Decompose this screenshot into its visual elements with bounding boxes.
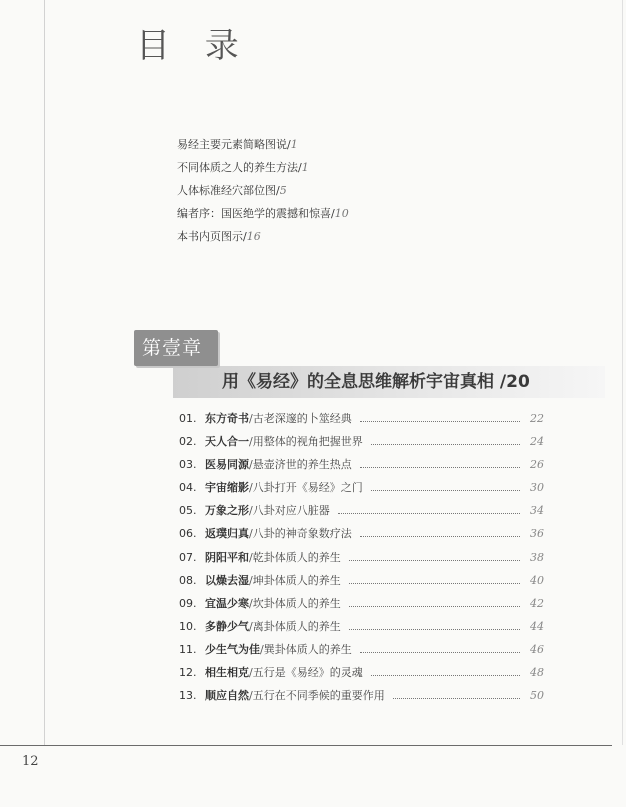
dot-leader (393, 698, 520, 699)
front-matter-item[interactable] (177, 133, 349, 156)
toc-entry-description: 乾卦体质人的养生 (252, 550, 341, 564)
toc-entry-description: 巽卦体质人的养生 (263, 642, 352, 656)
toc-entry-description: 坤卦体质人的养生 (252, 573, 341, 587)
separator: / (249, 689, 253, 703)
toc-entry-description: 用整体的视角把握世界 (252, 435, 363, 449)
dot-leader (360, 467, 520, 468)
toc-entry-description: 八卦的神奇象数疗法 (252, 527, 352, 541)
toc-entry[interactable] (179, 479, 544, 502)
toc-entry-keyword: 少生气为佳 (205, 642, 260, 656)
toc-entry-keyword: 宜温少寒 (205, 596, 249, 610)
toc-entry-page: 42 (530, 596, 544, 610)
toc-entry-description: 古老深邃的卜筮经典 (252, 412, 352, 425)
page-number: 12 (22, 754, 39, 769)
separator: / (249, 619, 253, 633)
separator: / (249, 504, 253, 518)
toc-entry[interactable] (179, 433, 544, 456)
front-matter-page: 5 (279, 184, 287, 197)
front-matter-item[interactable] (177, 225, 349, 248)
toc-entry-number: 08. (179, 573, 197, 587)
separator: / (260, 642, 264, 656)
separator: / (249, 481, 253, 495)
toc-entry-keyword: 万象之形 (205, 504, 249, 518)
toc-entry-keyword: 宇宙缩影 (205, 481, 249, 495)
toc-entry-description: 坎卦体质人的养生 (252, 596, 341, 610)
page-edge-line (622, 0, 623, 745)
dot-leader (349, 629, 520, 630)
front-matter-page: 10 (334, 207, 349, 220)
toc-entry-number: 12. (179, 666, 197, 680)
toc-entry[interactable] (179, 572, 544, 595)
toc-entry-page: 40 (530, 573, 544, 587)
toc-entry-number: 10. (179, 619, 197, 633)
toc-entry-page: 46 (530, 642, 544, 656)
toc-entry-keyword: 以燥去湿 (205, 573, 249, 587)
toc-entry-page: 48 (530, 666, 544, 680)
dot-leader (371, 675, 520, 676)
toc-entry[interactable] (179, 410, 544, 433)
chapter-badge: 第壹章 (134, 330, 218, 366)
dot-leader (349, 560, 520, 561)
toc-entry-keyword: 天人合一 (205, 435, 249, 449)
separator: / (249, 596, 253, 610)
chapter-title[interactable]: 用《易经》的全息思维解析宇宙真相 /20 (222, 372, 530, 392)
toc-entry[interactable] (179, 687, 544, 710)
dot-leader (360, 536, 520, 537)
toc-entry[interactable] (179, 502, 544, 525)
front-matter-page: 1 (301, 161, 309, 174)
toc-entry-keyword: 多静少气 (205, 619, 249, 633)
dot-leader (349, 583, 520, 584)
toc-entry[interactable] (179, 595, 544, 618)
toc-entry-keyword: 返璞归真 (205, 527, 249, 541)
toc-entry-page: 50 (530, 689, 544, 703)
toc-entry-number: 13. (179, 689, 197, 703)
separator: / (249, 435, 253, 449)
front-matter-item[interactable] (177, 156, 349, 179)
front-matter-text: 编者序：国医绝学的震撼和惊喜 (177, 207, 331, 220)
toc-entry-keyword: 东方奇书 (205, 412, 249, 425)
dot-leader (360, 652, 520, 653)
toc-entry-number: 06. (179, 527, 197, 541)
toc-entry-number: 05. (179, 504, 197, 518)
front-matter-page: 1 (290, 138, 298, 151)
toc-entry[interactable] (179, 641, 544, 664)
toc-entry-number: 04. (179, 481, 197, 495)
toc-entry-description: 八卦打开《易经》之门 (252, 481, 363, 495)
separator: / (249, 550, 253, 564)
separator: / (249, 527, 253, 541)
separator: / (287, 138, 291, 151)
toc-entry-page: 36 (530, 527, 544, 541)
toc-entry-number: 07. (179, 550, 197, 564)
front-matter-text: 本书内页图示 (177, 230, 243, 243)
front-matter-text: 易经主要元素简略图说 (177, 138, 287, 151)
dot-leader (371, 444, 520, 445)
toc-entry-page: 26 (530, 458, 544, 472)
toc-entry-number: 09. (179, 596, 197, 610)
front-matter-item[interactable] (177, 202, 349, 225)
toc-entry-keyword: 阴阳平和 (205, 550, 249, 564)
front-matter-page: 16 (246, 230, 261, 243)
separator: / (249, 412, 253, 425)
dot-leader (360, 421, 520, 422)
toc-entry-number: 03. (179, 458, 197, 472)
toc-entry-page: 34 (530, 504, 544, 518)
toc-entry-description: 五行在不同季候的重要作用 (252, 689, 385, 703)
dot-leader (338, 513, 520, 514)
toc-entry-page: 44 (530, 619, 544, 633)
toc-entry-keyword: 医易同源 (205, 458, 249, 472)
page-title: 目 录 (136, 26, 251, 66)
footer-rule (0, 745, 612, 746)
separator: / (331, 207, 335, 220)
toc-entry-description: 五行是《易经》的灵魂 (252, 666, 363, 680)
toc-entry-number: 01. (179, 412, 197, 425)
toc-entry-page: 24 (530, 435, 544, 449)
front-matter-list (177, 133, 349, 248)
toc-entry[interactable] (179, 618, 544, 641)
front-matter-text: 不同体质之人的养生方法 (177, 161, 298, 174)
front-matter-item[interactable] (177, 179, 349, 202)
page-edge-line (44, 0, 45, 745)
separator: / (298, 161, 302, 174)
toc-entry-description: 悬壶济世的养生热点 (252, 458, 352, 472)
separator: / (249, 458, 253, 472)
toc-entry-number: 02. (179, 435, 197, 449)
toc-entry[interactable] (179, 664, 544, 687)
toc-entry-description: 离卦体质人的养生 (252, 619, 341, 633)
dot-leader (349, 606, 520, 607)
toc-entry-number: 11. (179, 642, 197, 656)
toc-entry[interactable] (179, 549, 544, 572)
toc-entry[interactable] (179, 525, 544, 548)
toc-entry-keyword: 相生相克 (205, 666, 249, 680)
toc-entry-page: 38 (530, 550, 544, 564)
separator: / (276, 184, 280, 197)
front-matter-text: 人体标准经穴部位图 (177, 184, 276, 197)
toc-entry-keyword: 顺应自然 (205, 689, 249, 703)
toc-entry-description: 八卦对应八脏器 (252, 504, 330, 518)
dot-leader (371, 490, 520, 491)
separator: / (249, 573, 253, 587)
separator: / (243, 230, 247, 243)
toc-list (179, 410, 544, 710)
toc-entry[interactable] (179, 456, 544, 479)
toc-entry-page: 22 (530, 412, 544, 425)
separator: / (249, 666, 253, 680)
toc-entry-page: 30 (530, 481, 544, 495)
